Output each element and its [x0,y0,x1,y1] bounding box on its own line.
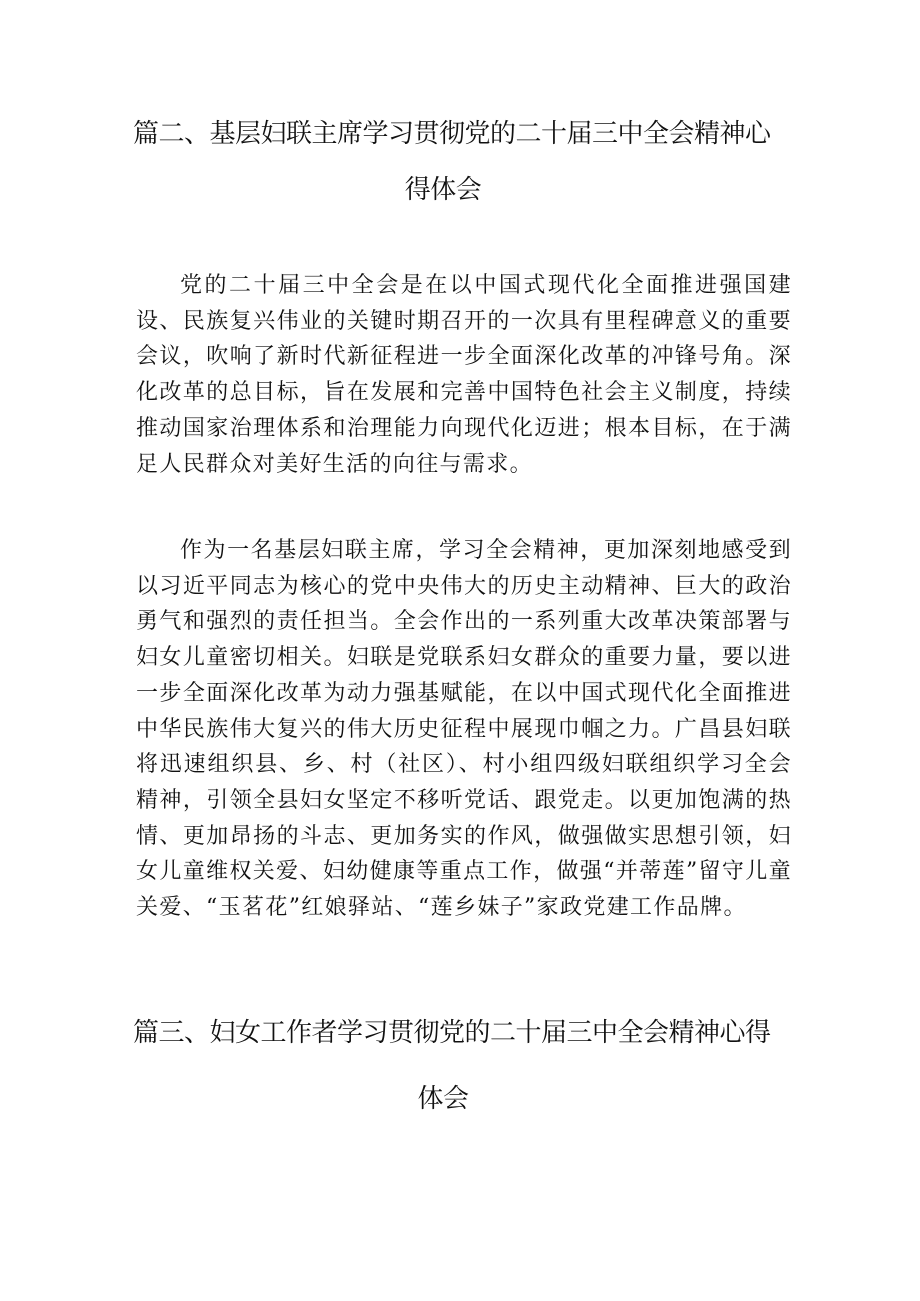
section-3-heading-line-1: 篇三、妇女工作者学习贯彻党的二十届三中全会精神心得 [133,1018,771,1048]
section-2-heading [133,119,771,205]
section-3-heading [133,1018,771,1114]
section-2-paragraph-2: 作为一名基层妇联主席，学习全会精神，更加深刻地感受到以习近平同志为核心的党中央伟大的历史主动精神、巨大的政治勇气和强烈的责任担当。全会作出的一系列重大改革决策部署与妇女儿童密切相关。妇联是党联系妇女群众的重要力量，要以进一步全面深化改革为动力强基赋能，在以中国式现代化全面推进中华民族伟大复兴的伟大历史征程中展现巾帼之力。广昌县妇联将迅速组织县、乡、村（社区）、村小组四级妇联组织学习全会精神，引领全县妇女坚定不移听党话、跟党走。以更加饱满的热情、更加昂扬的斗志、更加务实的作风，做强做实思想引领，妇女儿童维权关爱、妇幼健康等重点工作，做强“并蒂莲”留守儿童关爱、“玉茗花”红娘驿站、“莲乡妹子”家政党建工作品牌。 [136,538,792,921]
section-3-heading-line-2: 体会 [417,1084,469,1114]
section-2-heading-line-2: 得体会 [404,175,482,205]
section-2-paragraph-1: 党的二十届三中全会是在以中国式现代化全面推进强国建设、民族复兴伟业的关键时期召开的一次具有里程碑意义的重要会议，吹响了新时代新征程进一步全面深化改革的冲锋号角。深化改革的总目标，旨在发展和完善中国特色社会主义制度，持续推动国家治理体系和治理能力向现代化迈进；根本目标，在于满足人民群众对美好生活的向往与需求。 [136,273,792,477]
section-2-heading-line-1: 篇二、基层妇联主席学习贯彻党的二十届三中全会精神心 [133,119,771,149]
